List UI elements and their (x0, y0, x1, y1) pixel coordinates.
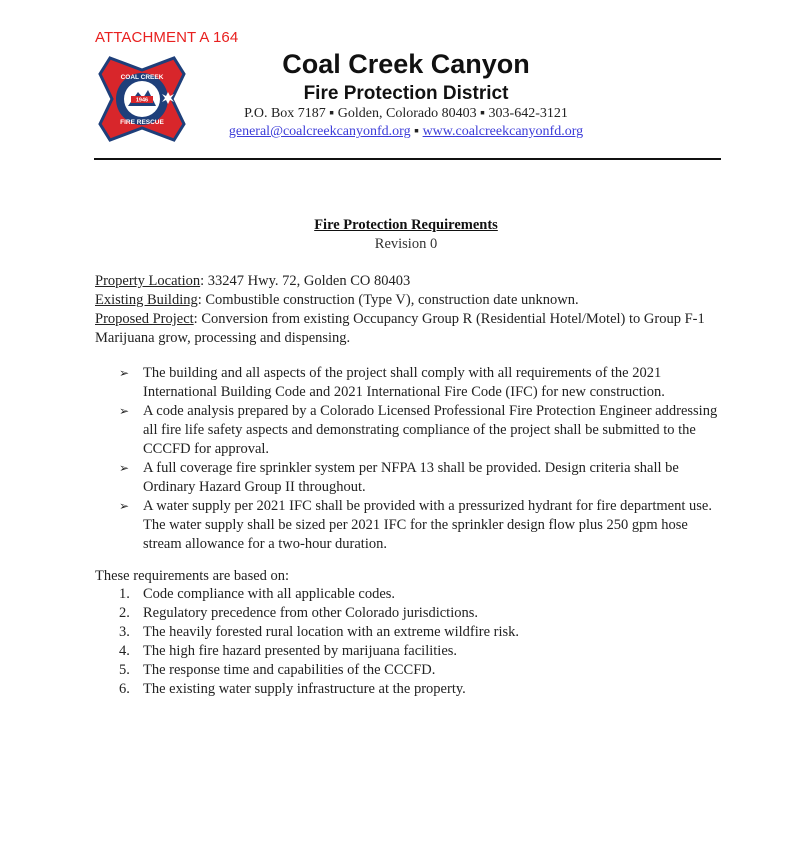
list-item: 1. Code compliance with all applicable codes. (119, 586, 396, 602)
arrow-bullet-icon: ➢ (119, 404, 130, 418)
basis-list (95, 585, 695, 699)
property-location: Property Location: 33247 Hwy. 72, Golden CO 80403 (95, 273, 411, 289)
org-contact-links (190, 124, 622, 140)
project-info (95, 272, 715, 348)
arrow-bullet-icon: ➢ (119, 499, 130, 513)
proposed-project-label: Proposed Project (95, 311, 194, 327)
badge-year: 1946 (135, 97, 149, 104)
proposed-project: Proposed Project: Conversion from existing Occupancy Group R (Residential Hotel/Motel) to Group F-1 Marijuana grow, processing and dispensing. (95, 311, 705, 346)
document-revision: Revision 0 (374, 236, 438, 252)
existing-building: Existing Building: Combustible construction (Type V), construction date unknown. (95, 292, 579, 308)
badge-bottom-text: FIRE RESCUE (120, 119, 164, 126)
list-item: 2. Regulatory precedence from other Colorado jurisdictions. (119, 605, 479, 621)
list-item: 6. The existing water supply infrastructure at the property. (119, 681, 466, 697)
link-separator: ▪ (410, 124, 423, 139)
arrow-bullet-icon: ➢ (119, 366, 130, 380)
requirements-list (95, 364, 725, 554)
website-link[interactable]: www.coalcreekcanyonfd.org (422, 124, 584, 139)
badge-top-text: COAL CREEK (120, 74, 164, 81)
list-item: ➢ A full coverage fire sprinkler system per NFPA 13 shall be provided. Design criteria shall be Ordinary Hazard Group II throughout. (119, 460, 679, 495)
org-address: P.O. Box 7187 ▪ Golden, Colorado 80403 ▪ 303-642-3121 (244, 106, 568, 121)
list-item: 5. The response time and capabilities of the CCCFD. (119, 662, 436, 678)
email-link[interactable]: general@coalcreekcanyonfd.org (228, 124, 411, 139)
list-item: ➢ A water supply per 2021 IFC shall be provided with a pressurized hydrant for fire department use. The water supply shall be sized per 2021 IFC for the sprinkler design flow plus 250 gpm hose stream allowance for a two-hour duration. (119, 498, 712, 552)
arrow-bullet-icon: ➢ (119, 461, 130, 475)
list-item: ➢ The building and all aspects of the project shall comply with all requirements of the 2021 International Building Code and 2021 International Fire Code (IFC) for new construction. (119, 365, 665, 400)
list-item: 4. The high fire hazard presented by marijuana facilities. (119, 643, 458, 659)
property-location-label: Property Location (95, 273, 201, 289)
org-name: Coal Creek Canyon (282, 49, 530, 79)
org-subtitle: Fire Protection District (303, 83, 509, 104)
list-item: ➢ A code analysis prepared by a Colorado Licensed Professional Fire Protection Engineer addressing all fire life safety aspects and demonstrating compliance of the project shall be submitted to the CCCFD for approval. (119, 403, 718, 457)
basis-intro: These requirements are based on: (95, 568, 290, 584)
document-title: Fire Protection Requirements (314, 217, 498, 233)
existing-building-label: Existing Building (95, 292, 198, 308)
list-item: 3. The heavily forested rural location with an extreme wildfire risk. (119, 624, 520, 640)
attachment-label: ATTACHMENT A 164 (95, 29, 239, 46)
header-divider (94, 158, 721, 160)
fire-department-badge-icon (96, 54, 188, 144)
